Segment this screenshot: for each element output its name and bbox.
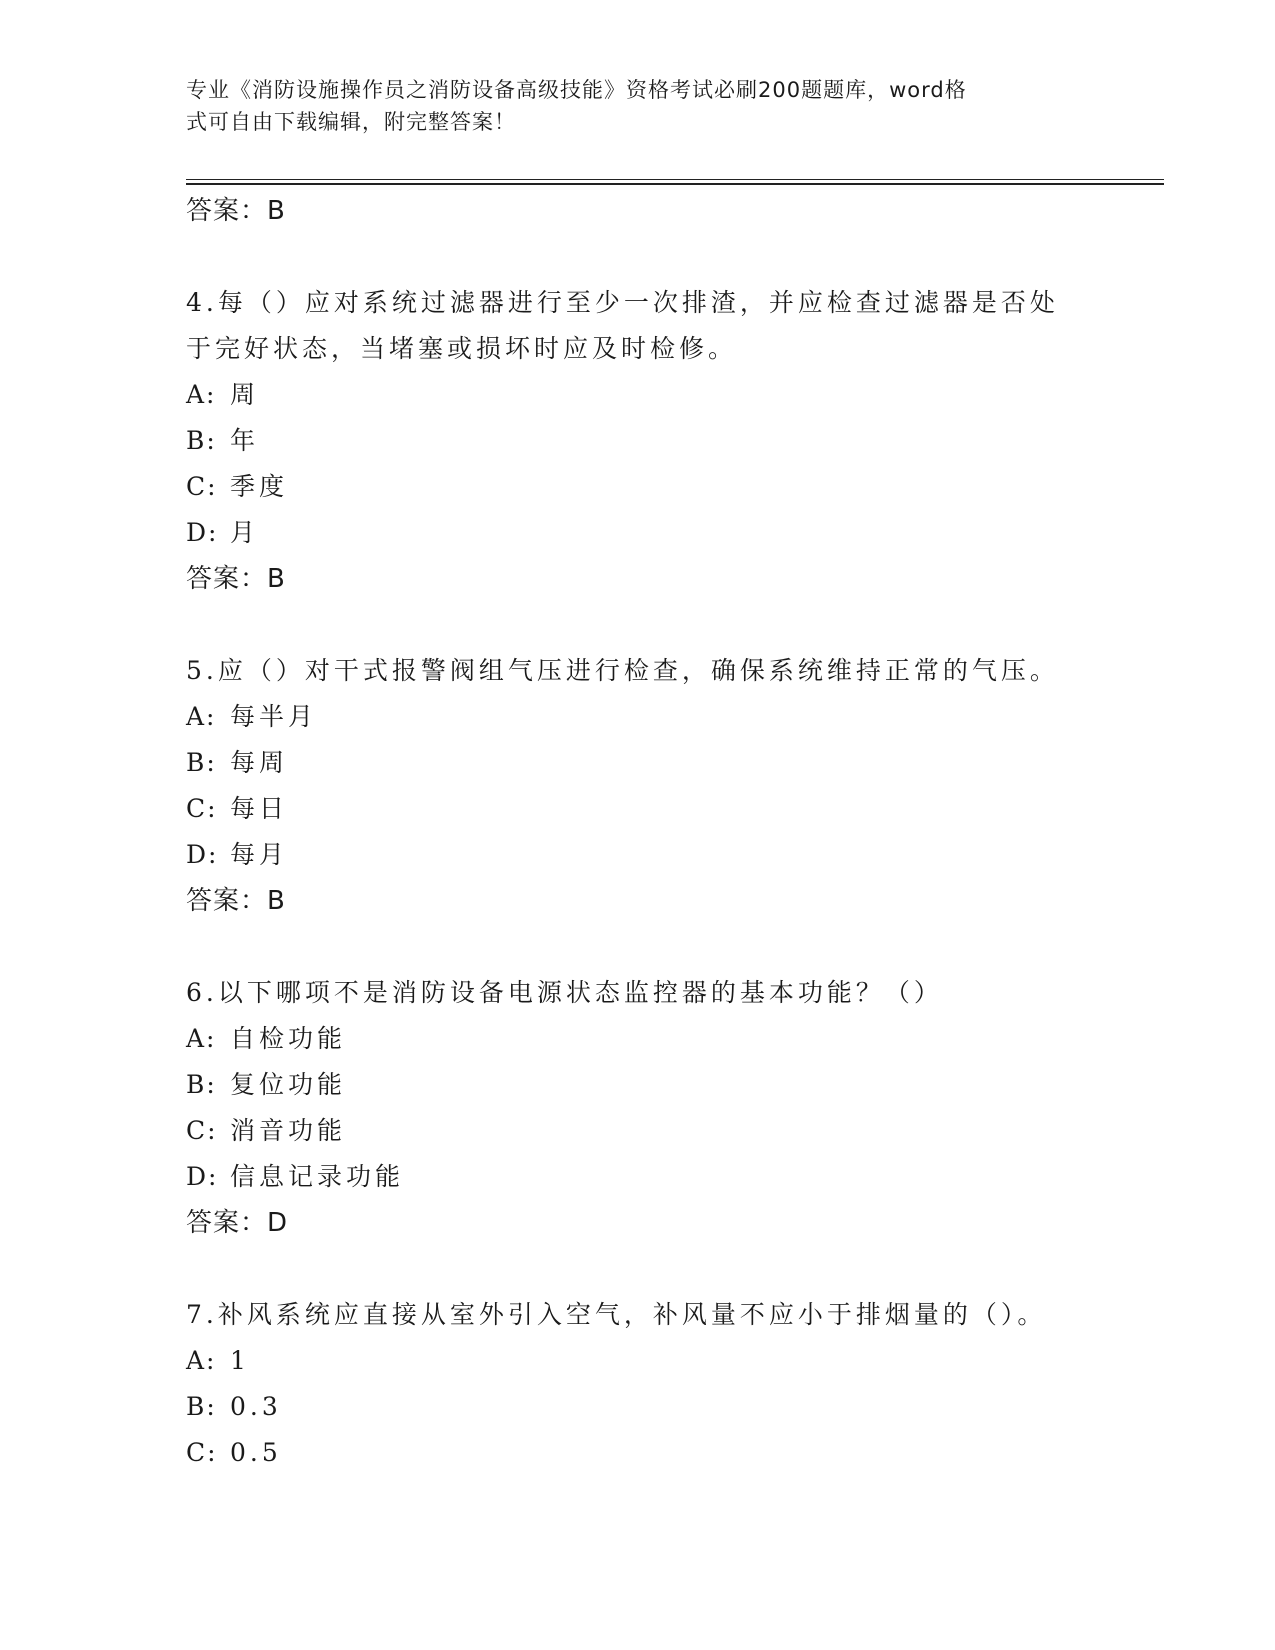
option-b xyxy=(186,1062,1086,1108)
option-c xyxy=(186,1430,1086,1476)
option-text: 每日 xyxy=(230,794,289,823)
answer-line: 答案：B xyxy=(186,196,286,226)
option-key: D: xyxy=(186,1162,219,1191)
option-key: C: xyxy=(186,472,218,501)
option-text: 年 xyxy=(230,426,260,455)
option-c xyxy=(186,1108,1086,1154)
option-text: 0.5 xyxy=(230,1438,282,1467)
option-text: 季度 xyxy=(230,472,289,501)
option-text: 复位功能 xyxy=(230,1070,347,1099)
option-text: 每月 xyxy=(230,840,289,869)
option-text: 每半月 xyxy=(230,702,318,731)
option-key: C: xyxy=(186,1438,218,1467)
header-divider-thin xyxy=(186,179,1164,180)
header-divider-thick xyxy=(186,183,1164,185)
option-key: D: xyxy=(186,840,219,869)
option-a xyxy=(186,1338,1086,1384)
spacer xyxy=(186,602,1086,648)
option-b xyxy=(186,740,1086,786)
option-key: B: xyxy=(186,426,217,455)
option-d xyxy=(186,1154,1086,1200)
question-stem: 7.补风系统应直接从室外引入空气，补风量不应小于排烟量的（）。 xyxy=(186,1300,1047,1329)
option-a xyxy=(186,1016,1086,1062)
option-text: 月 xyxy=(230,518,260,547)
option-text: 周 xyxy=(230,380,260,409)
answer-line: 答案：D xyxy=(186,1208,289,1238)
option-key: A: xyxy=(186,380,217,409)
spacer xyxy=(186,924,1086,970)
option-text: 消音功能 xyxy=(230,1116,347,1145)
option-c xyxy=(186,786,1086,832)
question-stem: 4.每（）应对系统过滤器进行至少一次排渣，并应检查过滤器是否处 xyxy=(186,288,1059,317)
option-key: B: xyxy=(186,1392,217,1421)
question-stem: 5.应（）对干式报警阀组气压进行检查，确保系统维持正常的气压。 xyxy=(186,656,1059,685)
option-b xyxy=(186,1384,1086,1430)
question-5 xyxy=(186,648,1086,924)
question-list xyxy=(186,188,1086,1476)
option-d xyxy=(186,510,1086,556)
option-text: 信息记录功能 xyxy=(230,1162,405,1191)
option-key: B: xyxy=(186,748,217,777)
option-text: 自检功能 xyxy=(230,1024,347,1053)
answer-line: 答案：B xyxy=(186,886,286,916)
option-key: B: xyxy=(186,1070,217,1099)
question-stem: 于完好状态，当堵塞或损坏时应及时检修。 xyxy=(186,334,738,363)
question-stem: 6.以下哪项不是消防设备电源状态监控器的基本功能？（） xyxy=(186,978,943,1007)
option-text: 每周 xyxy=(230,748,289,777)
question-7 xyxy=(186,1292,1086,1476)
option-key: C: xyxy=(186,794,218,823)
option-text: 1 xyxy=(230,1346,250,1375)
option-key: A: xyxy=(186,702,217,731)
question-6 xyxy=(186,970,1086,1246)
option-b xyxy=(186,418,1086,464)
document-header xyxy=(186,74,1076,138)
header-line-2: 式可自由下载编辑，附完整答案！ xyxy=(186,110,516,134)
option-a xyxy=(186,372,1086,418)
option-key: A: xyxy=(186,1346,217,1375)
option-key: D: xyxy=(186,518,219,547)
option-key: A: xyxy=(186,1024,217,1053)
option-c xyxy=(186,464,1086,510)
answer-line: 答案：B xyxy=(186,564,286,594)
option-a xyxy=(186,694,1086,740)
spacer xyxy=(186,1246,1086,1292)
header-line-1: 专业《消防设施操作员之消防设备高级技能》资格考试必刷200题题库，word格 xyxy=(186,78,967,102)
option-key: C: xyxy=(186,1116,218,1145)
question-4 xyxy=(186,280,1086,602)
option-text: 0.3 xyxy=(230,1392,282,1421)
spacer xyxy=(186,234,1086,280)
option-d xyxy=(186,832,1086,878)
